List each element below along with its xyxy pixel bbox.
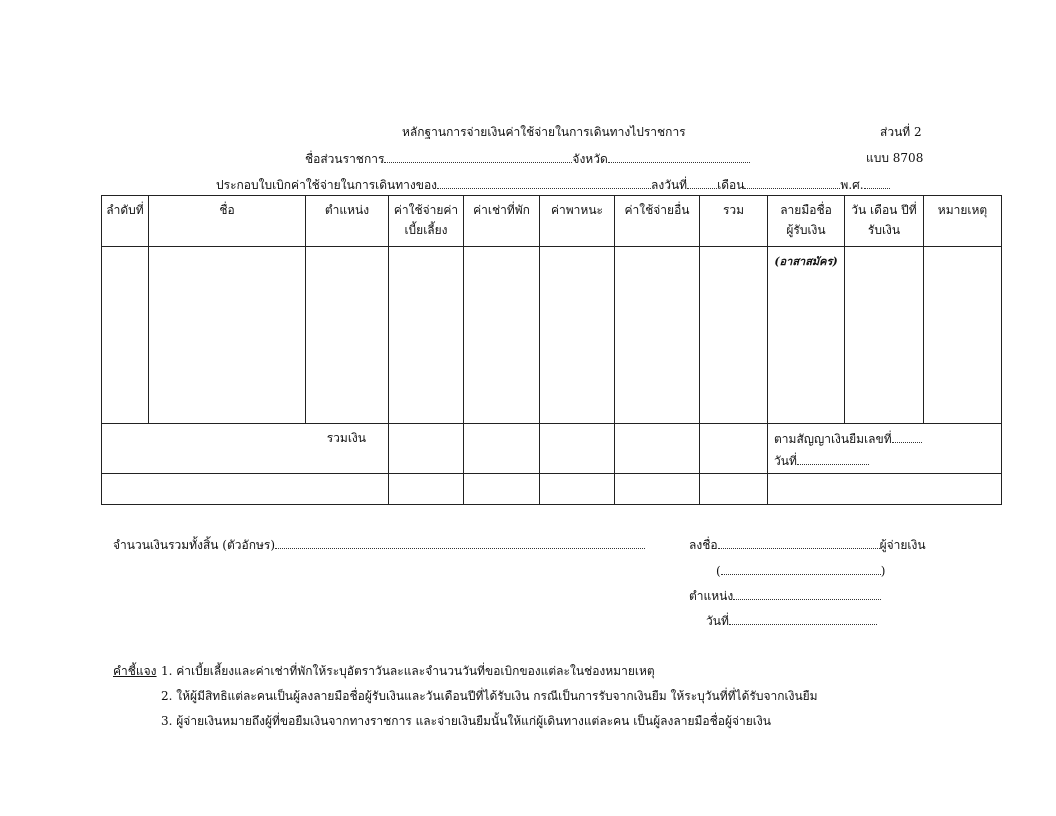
- col-header-transport: ค่าพาหนะ: [540, 196, 615, 247]
- footer-date-field[interactable]: [729, 613, 877, 625]
- blank-transport[interactable]: [540, 474, 615, 505]
- cell-lodging[interactable]: [464, 247, 540, 424]
- total-words-field[interactable]: [275, 537, 645, 549]
- col-header-other: ค่าใช้จ่ายอื่น: [615, 196, 700, 247]
- sign-label: ลงชื่อ: [689, 538, 718, 552]
- contract-date-field[interactable]: [797, 453, 869, 465]
- col-header-receive-date: วัน เดือน ปีที่รับเงิน: [845, 196, 924, 247]
- year-field[interactable]: [864, 177, 890, 189]
- traveler-field[interactable]: [437, 177, 651, 189]
- cell-total[interactable]: [700, 247, 768, 424]
- agency-line: [305, 151, 750, 166]
- table-row: [102, 247, 1002, 424]
- note-item-1: 1. ค่าเบี้ยเลี้ยงและค่าเช่าที่พักให้ระบุอัตราวันละและจำนวนวันที่ขอเบิกของแต่ละในช่องหมายเหตุ: [161, 664, 655, 678]
- cell-remark[interactable]: [924, 247, 1002, 424]
- form-title: หลักฐานการจ่ายเงินค่าใช้จ่ายในการเดินทางไปราชการ: [402, 125, 686, 139]
- form-code: แบบ 8708: [866, 151, 924, 165]
- position-line: [689, 588, 881, 603]
- col-header-position: ตำแหน่ง: [306, 196, 389, 247]
- date-label: ลงวันที่: [651, 178, 688, 192]
- sign-line: [689, 537, 926, 552]
- footer-date-label: วันที่: [706, 614, 729, 628]
- agency-field[interactable]: [384, 151, 572, 163]
- contract-cell: [768, 424, 1002, 474]
- blank-lodging[interactable]: [464, 474, 540, 505]
- note-item-3: 3. ผู้จ่ายเงินหมายถึงผู้ที่ขอยืมเงินจากทางราชการ และจ่ายเงินยืมนั้นให้แก่ผู้เดินทางแต่ละคน เป็นผู้ลงลายมือชื่อผู้จ่ายเงิน: [161, 714, 771, 728]
- province-field[interactable]: [608, 151, 750, 163]
- cell-other[interactable]: [615, 247, 700, 424]
- total-label: รวมเงิน: [102, 424, 389, 474]
- note-item-2: 2. ให้ผู้มีสิทธิแต่ละคนเป็นผู้ลงลายมือชื่อผู้รับเงินและวันเดือนปีที่ได้รับเงิน กรณีเป็นการรับจากเงินยืม ให้ระบุวันที่ที่ได้รับจากเงินยืม: [161, 689, 818, 703]
- blank-contract[interactable]: [768, 474, 1002, 505]
- attach-label: ประกอบใบเบิกค่าใช้จ่ายในการเดินทางของ: [216, 178, 438, 192]
- cell-name[interactable]: [149, 247, 306, 424]
- cell-seq[interactable]: [102, 247, 149, 424]
- close-paren: ): [880, 564, 886, 578]
- month-label: เดือน: [717, 178, 745, 192]
- col-header-name: ชื่อ: [149, 196, 306, 247]
- cell-allowance[interactable]: [389, 247, 464, 424]
- month-field[interactable]: [744, 177, 840, 189]
- agency-label: ชื่อส่วนราชการ: [305, 152, 385, 166]
- total-allowance[interactable]: [389, 424, 464, 474]
- col-header-signature: ลายมือชื่อผู้รับเงิน: [768, 196, 845, 247]
- cell-receive-date[interactable]: [845, 247, 924, 424]
- sign-field[interactable]: [718, 537, 880, 549]
- blank-other[interactable]: [615, 474, 700, 505]
- contract-number-field[interactable]: [892, 431, 922, 443]
- total-lodging[interactable]: [464, 424, 540, 474]
- total-transport[interactable]: [540, 424, 615, 474]
- form-part: ส่วนที่ 2: [880, 125, 922, 139]
- blank-cell[interactable]: [102, 474, 389, 505]
- table-header-row: [102, 196, 1002, 247]
- blank-sum[interactable]: [700, 474, 768, 505]
- col-header-allowance: ค่าใช้จ่ายค่าเบี้ยเลี้ยง: [389, 196, 464, 247]
- payment-table: [101, 195, 1002, 505]
- col-header-remark: หมายเหตุ: [924, 196, 1002, 247]
- contract-label: ตามสัญญาเงินยืมเลขที่: [774, 432, 892, 446]
- total-row: [102, 424, 1002, 474]
- blank-allowance[interactable]: [389, 474, 464, 505]
- date-field[interactable]: [687, 177, 717, 189]
- position-field[interactable]: [733, 588, 881, 600]
- contract-date-label: วันที่: [774, 454, 797, 468]
- notes-title: คำชี้แจง: [113, 664, 157, 678]
- total-words-line: [113, 537, 645, 552]
- cell-position[interactable]: [306, 247, 389, 424]
- province-label: จังหวัด: [572, 152, 608, 166]
- blank-row: [102, 474, 1002, 505]
- year-label: พ.ศ.: [840, 178, 864, 192]
- printed-name-field[interactable]: [721, 563, 881, 575]
- volunteer-note: (อาสาสมัคร): [774, 255, 838, 268]
- col-header-seq: ลำดับที่: [102, 196, 149, 247]
- cell-transport[interactable]: [540, 247, 615, 424]
- total-other[interactable]: [615, 424, 700, 474]
- open-paren: (: [716, 564, 721, 578]
- payer-label: ผู้จ่ายเงิน: [879, 538, 926, 552]
- col-header-lodging: ค่าเช่าที่พัก: [464, 196, 540, 247]
- footer-date-line: [706, 613, 877, 628]
- total-sum[interactable]: [700, 424, 768, 474]
- col-header-total: รวม: [700, 196, 768, 247]
- cell-signature[interactable]: [768, 247, 845, 424]
- total-words-label: จำนวนเงินรวมทั้งสิ้น (ตัวอักษร): [113, 538, 276, 552]
- position-label: ตำแหน่ง: [689, 589, 734, 603]
- name-line: [716, 563, 885, 578]
- attach-line: [216, 177, 890, 192]
